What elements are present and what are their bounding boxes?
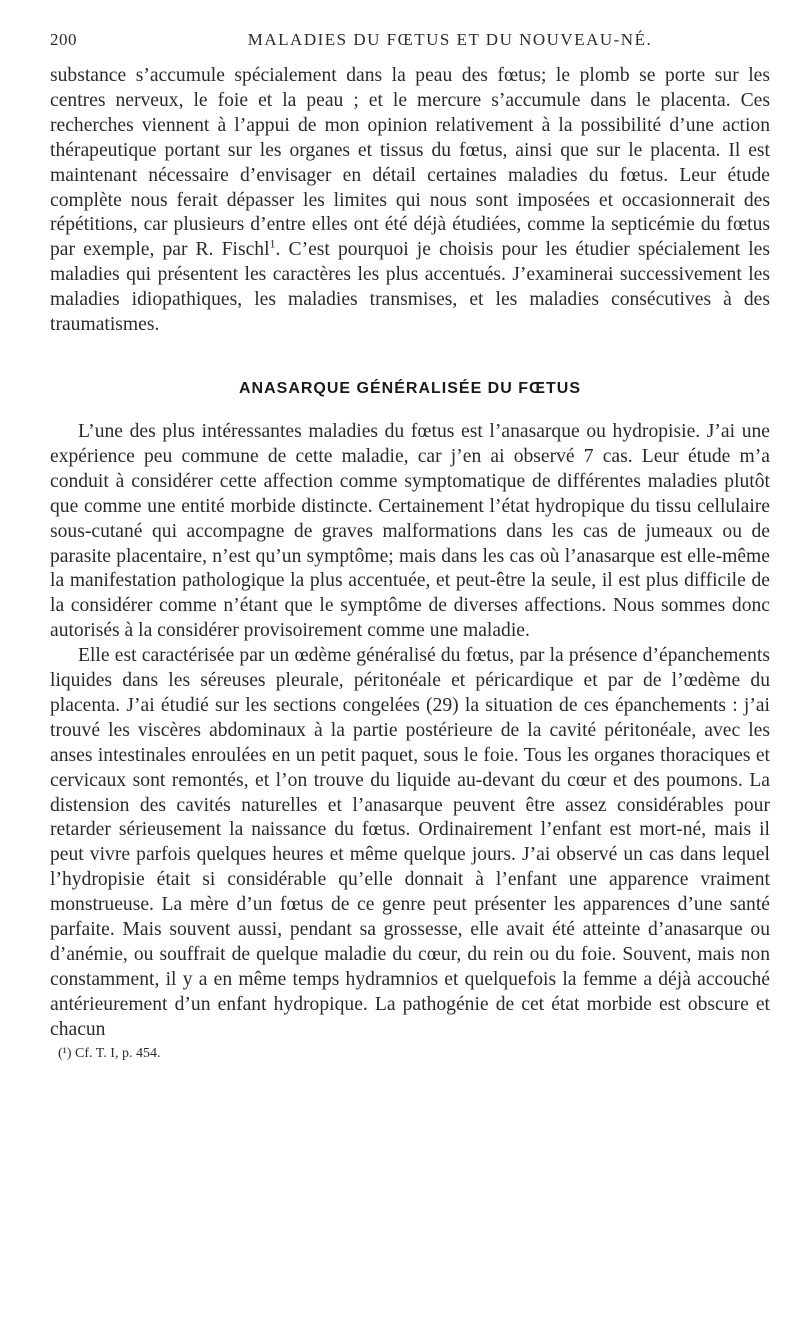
page-header bbox=[50, 30, 770, 64]
section-heading: ANASARQUE GÉNÉRALISÉE DU FŒTUS bbox=[238, 379, 582, 397]
book-page bbox=[50, 30, 770, 1063]
body-paragraph-3: Elle est caractérisée par un œdème généralisé du fœtus, par la présence d’épanchements liquides dans les séreuses pleurale, péritonéale et péricardique et par de l’œdème du placenta. J’ai étudié sur les sections congelées (29) la situation de ces épanchements : j’ai trouvé les viscères abdominaux à la partie postérieure de la cavité péritonéale, avec les anses intestinales enroulées en un petit paquet, sous le foie. Tous les organes thoraciques et cervicaux sont remontés, et l’on trouve du liquide au-devant du cœur et des poumons. La distension des cavités naturelles et l’anasarque peuvent être assez considérables pour retarder sérieusement la naissance du fœtus. Ordinairement l’enfant est mort-né, mais il peut vivre parfois quelques heures et même quelque jours. J’ai observé un cas dans lequel l’hydropisie était si considérable qu’elle donnait à l’enfant une apparence vraiment monstrueuse. La mère d’un fœtus de ce genre peut présenter les apparences d’une santé parfaite. Mais souvent aussi, pendant sa grossesse, elle avait été atteinte d’anasarque ou d’anémie, ou souffrait de quelque maladie du cœur, du rein ou du foie. Souvent, mais non constamment, il y a en même temps hydramnios et quelquefois la femme a déjà accouché antérieurement d’un enfant hydropique. La pathogénie de cet état morbide est obscure et chacun bbox=[50, 645, 770, 1040]
paragraph-1-text-a: substance s’accumule spécialement dans la peau des fœtus; le plomb se porte sur les centres nerveux, le foie et la peau ; et le mercure s’accumule dans le placenta. Ces recherches viennent à l’appui de mon opinion relativement à la possibilité d’une action thérapeutique portant sur les organes et tissus du fœtus, ainsi que sur le placenta. Il est maintenant nécessaire d’envisager en détail certaines maladies du fœtus. Leur étude complète nous ferait dépasser les limites qui nous sont imposées et occasionnerait des répétitions, car plusieurs d’entre elles ont été déjà étudiées, comme la septicémie du fœtus par exemple, par R. Fischl bbox=[50, 65, 770, 261]
running-head: MALADIES DU FŒTUS ET DU NOUVEAU-NÉ. bbox=[247, 30, 653, 49]
page-number: 200 bbox=[50, 30, 77, 49]
body-paragraph-1 bbox=[50, 64, 770, 338]
paragraph-1-text-b: . C’est pourquoi je choisis pour les étudier spécialement les maladies qui présentent les caractères les plus accentués. J’examinerai successivement les maladies idiopathiques, les maladies transmises, et les maladies consécutives à des traumatismes. bbox=[50, 239, 770, 336]
footnote-reference: 1 bbox=[269, 236, 276, 251]
footnote: (¹) Cf. T. I, p. 454. bbox=[58, 1045, 161, 1061]
body-paragraph-2: L’une des plus intéressantes maladies du fœtus est l’anasarque ou hydropisie. J’ai une expérience peu commune de cette maladie, car j’en ai observé 7 cas. Leur étude m’a conduit à considérer cette affection comme symptomatique de différentes maladies plutôt que comme une entité morbide distincte. Certainement l’état hydropique du tissu cellulaire sous-cutané qui accompagne de graves malformations dans les cas de jumeaux ou de parasite placentaire, n’est qu’un symptôme; mais dans les cas où l’anasarque est elle-même la manifestation pathologique la plus accentuée, et peut-être la seule, il est plus difficile de la considérer comme n’étant que le symptôme de diverses affections. Nous sommes donc autorisés à la considérer provisoirement comme une maladie. bbox=[50, 420, 770, 642]
